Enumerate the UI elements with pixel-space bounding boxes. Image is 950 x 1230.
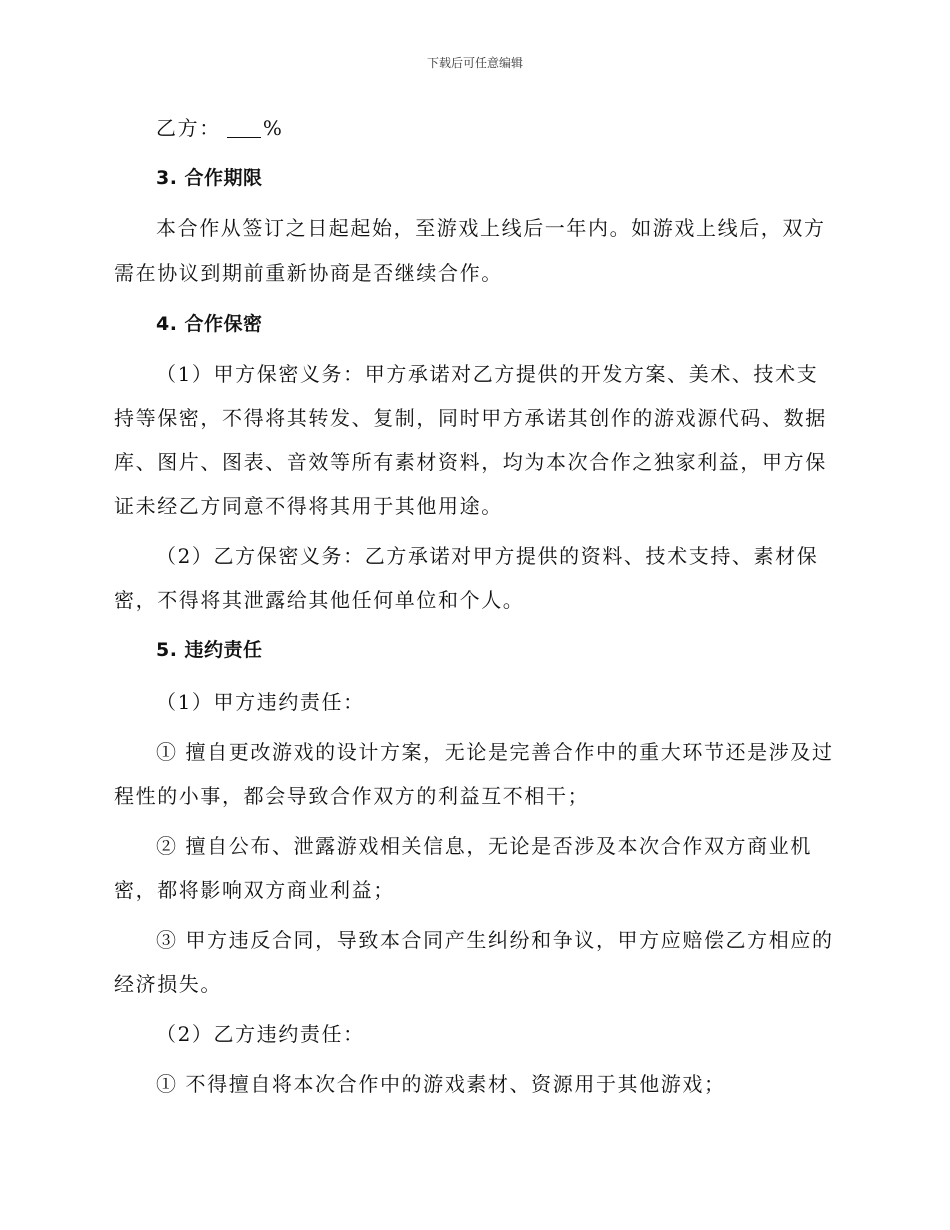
paragraph-line: （2）乙方保密义务：乙方承诺对甲方提供的资料、技术支持、素材保 [156, 544, 819, 568]
paragraph-line: （1）甲方保密义务：甲方承诺对乙方提供的开发方案、美术、技术支 [156, 362, 819, 386]
paragraph-line: ① 不得擅自将本次合作中的游戏素材、资源用于其他游戏； [156, 1072, 726, 1096]
ratio-line [156, 114, 283, 142]
paragraph-line: ① 擅自更改游戏的设计方案，无论是完善合作中的重大环节还是涉及过 [156, 740, 834, 764]
paragraph-line: 密，不得将其泄露给其他任何单位和个人。 [114, 588, 525, 612]
paragraph-line: 经济损失。 [114, 972, 222, 996]
paragraph-line: 需在协议到期前重新协商是否继续合作。 [114, 261, 503, 285]
paragraph-line: ② 擅自公布、泄露游戏相关信息，无论是否涉及本次合作双方商业机 [156, 834, 812, 858]
paragraph-line: （2）乙方违约责任： [156, 1022, 365, 1046]
page-header: 下载后可任意编辑 [426, 56, 523, 70]
ratio-suffix: % [262, 116, 284, 140]
section-heading-term: 3. 合作期限 [156, 167, 263, 189]
paragraph-line: （1）甲方违约责任： [156, 690, 365, 714]
section-heading-confidentiality: 4. 合作保密 [156, 313, 263, 335]
paragraph-line: 持等保密，不得将其转发、复制，同时甲方承诺其创作的游戏源代码、数据 [114, 406, 827, 430]
paragraph-line: 证未经乙方同意不得将其用于其他用途。 [114, 494, 503, 518]
paragraph-line: 本合作从签订之日起起始，至游戏上线后一年内。如游戏上线后，双方 [156, 216, 826, 240]
paragraph-line: 密，都将影响双方商业利益； [114, 878, 395, 902]
section-heading-breach: 5. 违约责任 [156, 639, 263, 661]
ratio-label: 乙方： [156, 116, 221, 140]
paragraph-line: 库、图片、图表、音效等所有素材资料，均为本次合作之独家利益，甲方保 [114, 450, 827, 474]
paragraph-line: ③ 甲方违反合同，导致本合同产生纠纷和争议，甲方应赔偿乙方相应的 [156, 928, 834, 952]
ratio-blank [227, 117, 261, 138]
paragraph-line: 程性的小事，都会导致合作双方的利益互不相干； [114, 784, 590, 808]
